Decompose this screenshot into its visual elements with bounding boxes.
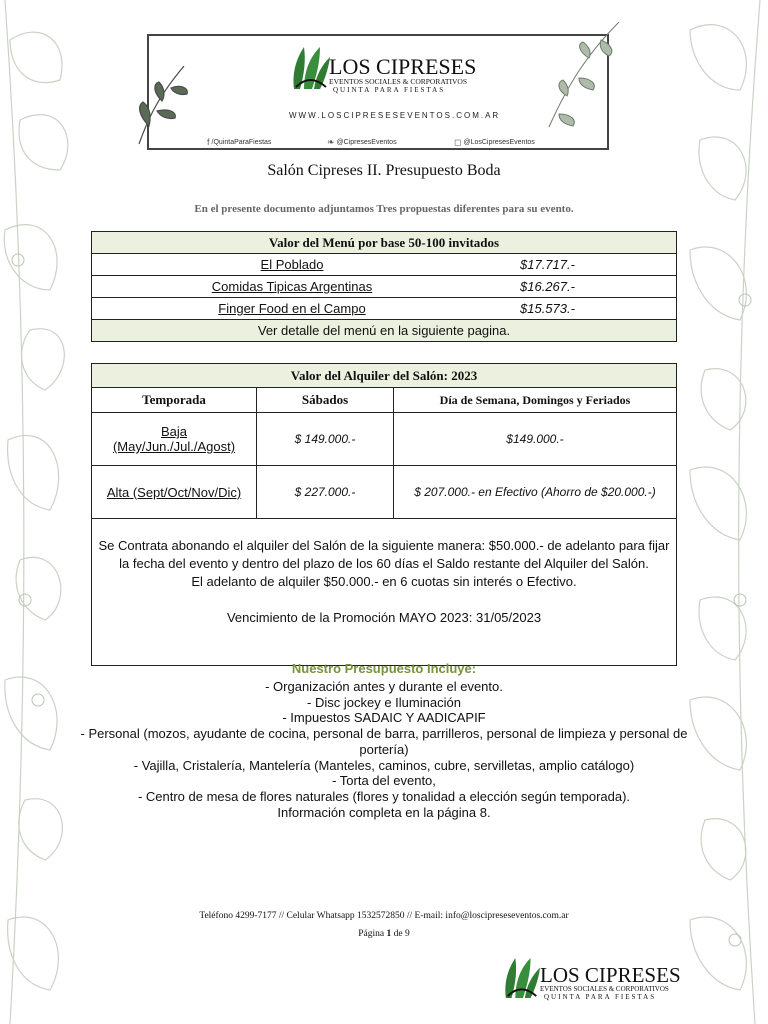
table-row (92, 413, 677, 466)
saturday-price: $ 149.000.- (257, 413, 394, 466)
payment-terms (92, 519, 677, 666)
terms-paragraph: Se Contrata abonando el alquiler del Salón de la siguiente manera: $50.000.- de adelanto para fijar la fecha del evento y dentro del plazo de los 60 días el Saldo restante del Alquiler del Salón. (98, 538, 670, 571)
season-cell[interactable] (92, 413, 257, 466)
promotion-deadline: Vencimiento de la Promoción MAYO 2023: 31/05/2023 (226, 610, 542, 625)
brand-tagline: QUINTA PARA FIESTAS (333, 86, 446, 94)
season-name: Baja (160, 424, 188, 439)
los-cipreses-footer-logo-icon (502, 952, 542, 1002)
list-item: - Personal (mozos, ayudante de cocina, personal de barra, parrilleros, personal de limpieza y personal de portería) (80, 726, 688, 757)
footer-brand-subtitle: EVENTOS SOCIALES & CORPORATIVOS (540, 985, 669, 993)
twitter-icon: ❧ (327, 137, 335, 147)
menu-note: Ver detalle del menú en la siguiente pagina. (92, 320, 677, 342)
instagram-icon: ◻ (454, 137, 462, 147)
weekday-price: $ 207.000.- en Efectivo (Ahorro de $20.000.-) (394, 466, 677, 519)
list-item: - Impuestos SADAIC Y AADICAPIF (282, 710, 486, 726)
list-item: - Torta del evento, (332, 773, 436, 789)
document-title: Salón Cipreses II. Presupuesto Boda (267, 162, 501, 179)
social-twitter[interactable] (327, 137, 397, 148)
social-instagram[interactable] (454, 137, 535, 148)
menu-price: $17.717.- (492, 254, 677, 276)
rental-table-title: Valor del Alquiler del Salón: 2023 (92, 364, 677, 388)
terms-paragraph: El adelanto de alquiler $50.000.- en 6 cuotas sin interés o Efectivo. (191, 574, 577, 589)
menu-name[interactable]: Comidas Tipicas Argentinas (92, 276, 493, 298)
table-row (92, 298, 677, 320)
footer-brand-tagline: QUINTA PARA FIESTAS (544, 993, 657, 1001)
menu-name[interactable]: El Poblado (92, 254, 493, 276)
header-banner (147, 34, 609, 150)
page-current: 1 (386, 929, 392, 939)
table-row (92, 254, 677, 276)
table-row (92, 466, 677, 519)
leaf-branch-right-icon (529, 22, 624, 132)
list-item: - Disc jockey e Iluminación (307, 694, 461, 710)
column-header-saturday: Sábados (257, 388, 394, 413)
menu-price: $15.573.- (492, 298, 677, 320)
document-intro: En el presente documento adjuntamos Tres propuestas diferentes para su evento. (194, 203, 574, 215)
season-name: Alta (Sept/Oct/Nov/Dic) (106, 484, 242, 500)
page-number (0, 929, 768, 939)
rental-price-table (91, 363, 677, 666)
menu-price: $16.267.- (492, 276, 677, 298)
list-item: - Organización antes y durante el evento. (265, 679, 503, 694)
includes-title: Nuestro Presupuesto Incluye: (291, 661, 477, 676)
leaf-branch-left-icon (129, 56, 199, 146)
footer-contact: Teléfono 4299-7177 // Celular Whatsapp 1532572850 // E-mail: info@loscipreseseventos.com.ar (199, 911, 569, 921)
includes-list (80, 679, 688, 820)
season-cell[interactable] (92, 466, 257, 519)
menu-name[interactable]: Finger Food en el Campo (92, 298, 493, 320)
column-header-weekday: Día de Semana, Domingos y Feriados (394, 388, 677, 413)
social-handle: @CipresesEventos (336, 139, 397, 146)
brand-name: LOS CIPRESES (329, 54, 477, 79)
brand-subtitle: EVENTOS SOCIALES & CORPORATIVOS (329, 77, 468, 86)
page-total: 9 (404, 929, 410, 939)
website-link[interactable]: WWW.LOSCIPRESESEVENTOS.COM.AR (289, 111, 501, 120)
season-months: (May/Jun./Jul./Agost) (112, 439, 236, 454)
table-row (92, 276, 677, 298)
social-handle: @LosCipresesEventos (463, 139, 535, 146)
weekday-price: $149.000.- (394, 413, 677, 466)
list-item: - Centro de mesa de flores naturales (flores y tonalidad a elección según temporada). (137, 788, 631, 804)
social-facebook[interactable] (207, 137, 271, 147)
social-handle: /QuintaParaFiestas (211, 138, 272, 146)
list-item: Información completa en la página 8. (277, 804, 491, 820)
page-middle: de (391, 929, 405, 939)
footer-brand-name: LOS CIPRESES (540, 963, 681, 987)
los-cipreses-logo-icon (290, 43, 332, 91)
menu-price-table (91, 231, 677, 342)
menu-table-title: Valor del Menú por base 50-100 invitados (92, 232, 677, 254)
facebook-icon: f (207, 137, 210, 147)
list-item: - Vajilla, Cristalería, Mantelería (Manteles, caminos, cubre, servilletas, amplio catálogo) (133, 757, 635, 773)
page-prefix: Página (358, 929, 387, 939)
column-header-season: Temporada (92, 388, 257, 413)
saturday-price: $ 227.000.- (257, 466, 394, 519)
